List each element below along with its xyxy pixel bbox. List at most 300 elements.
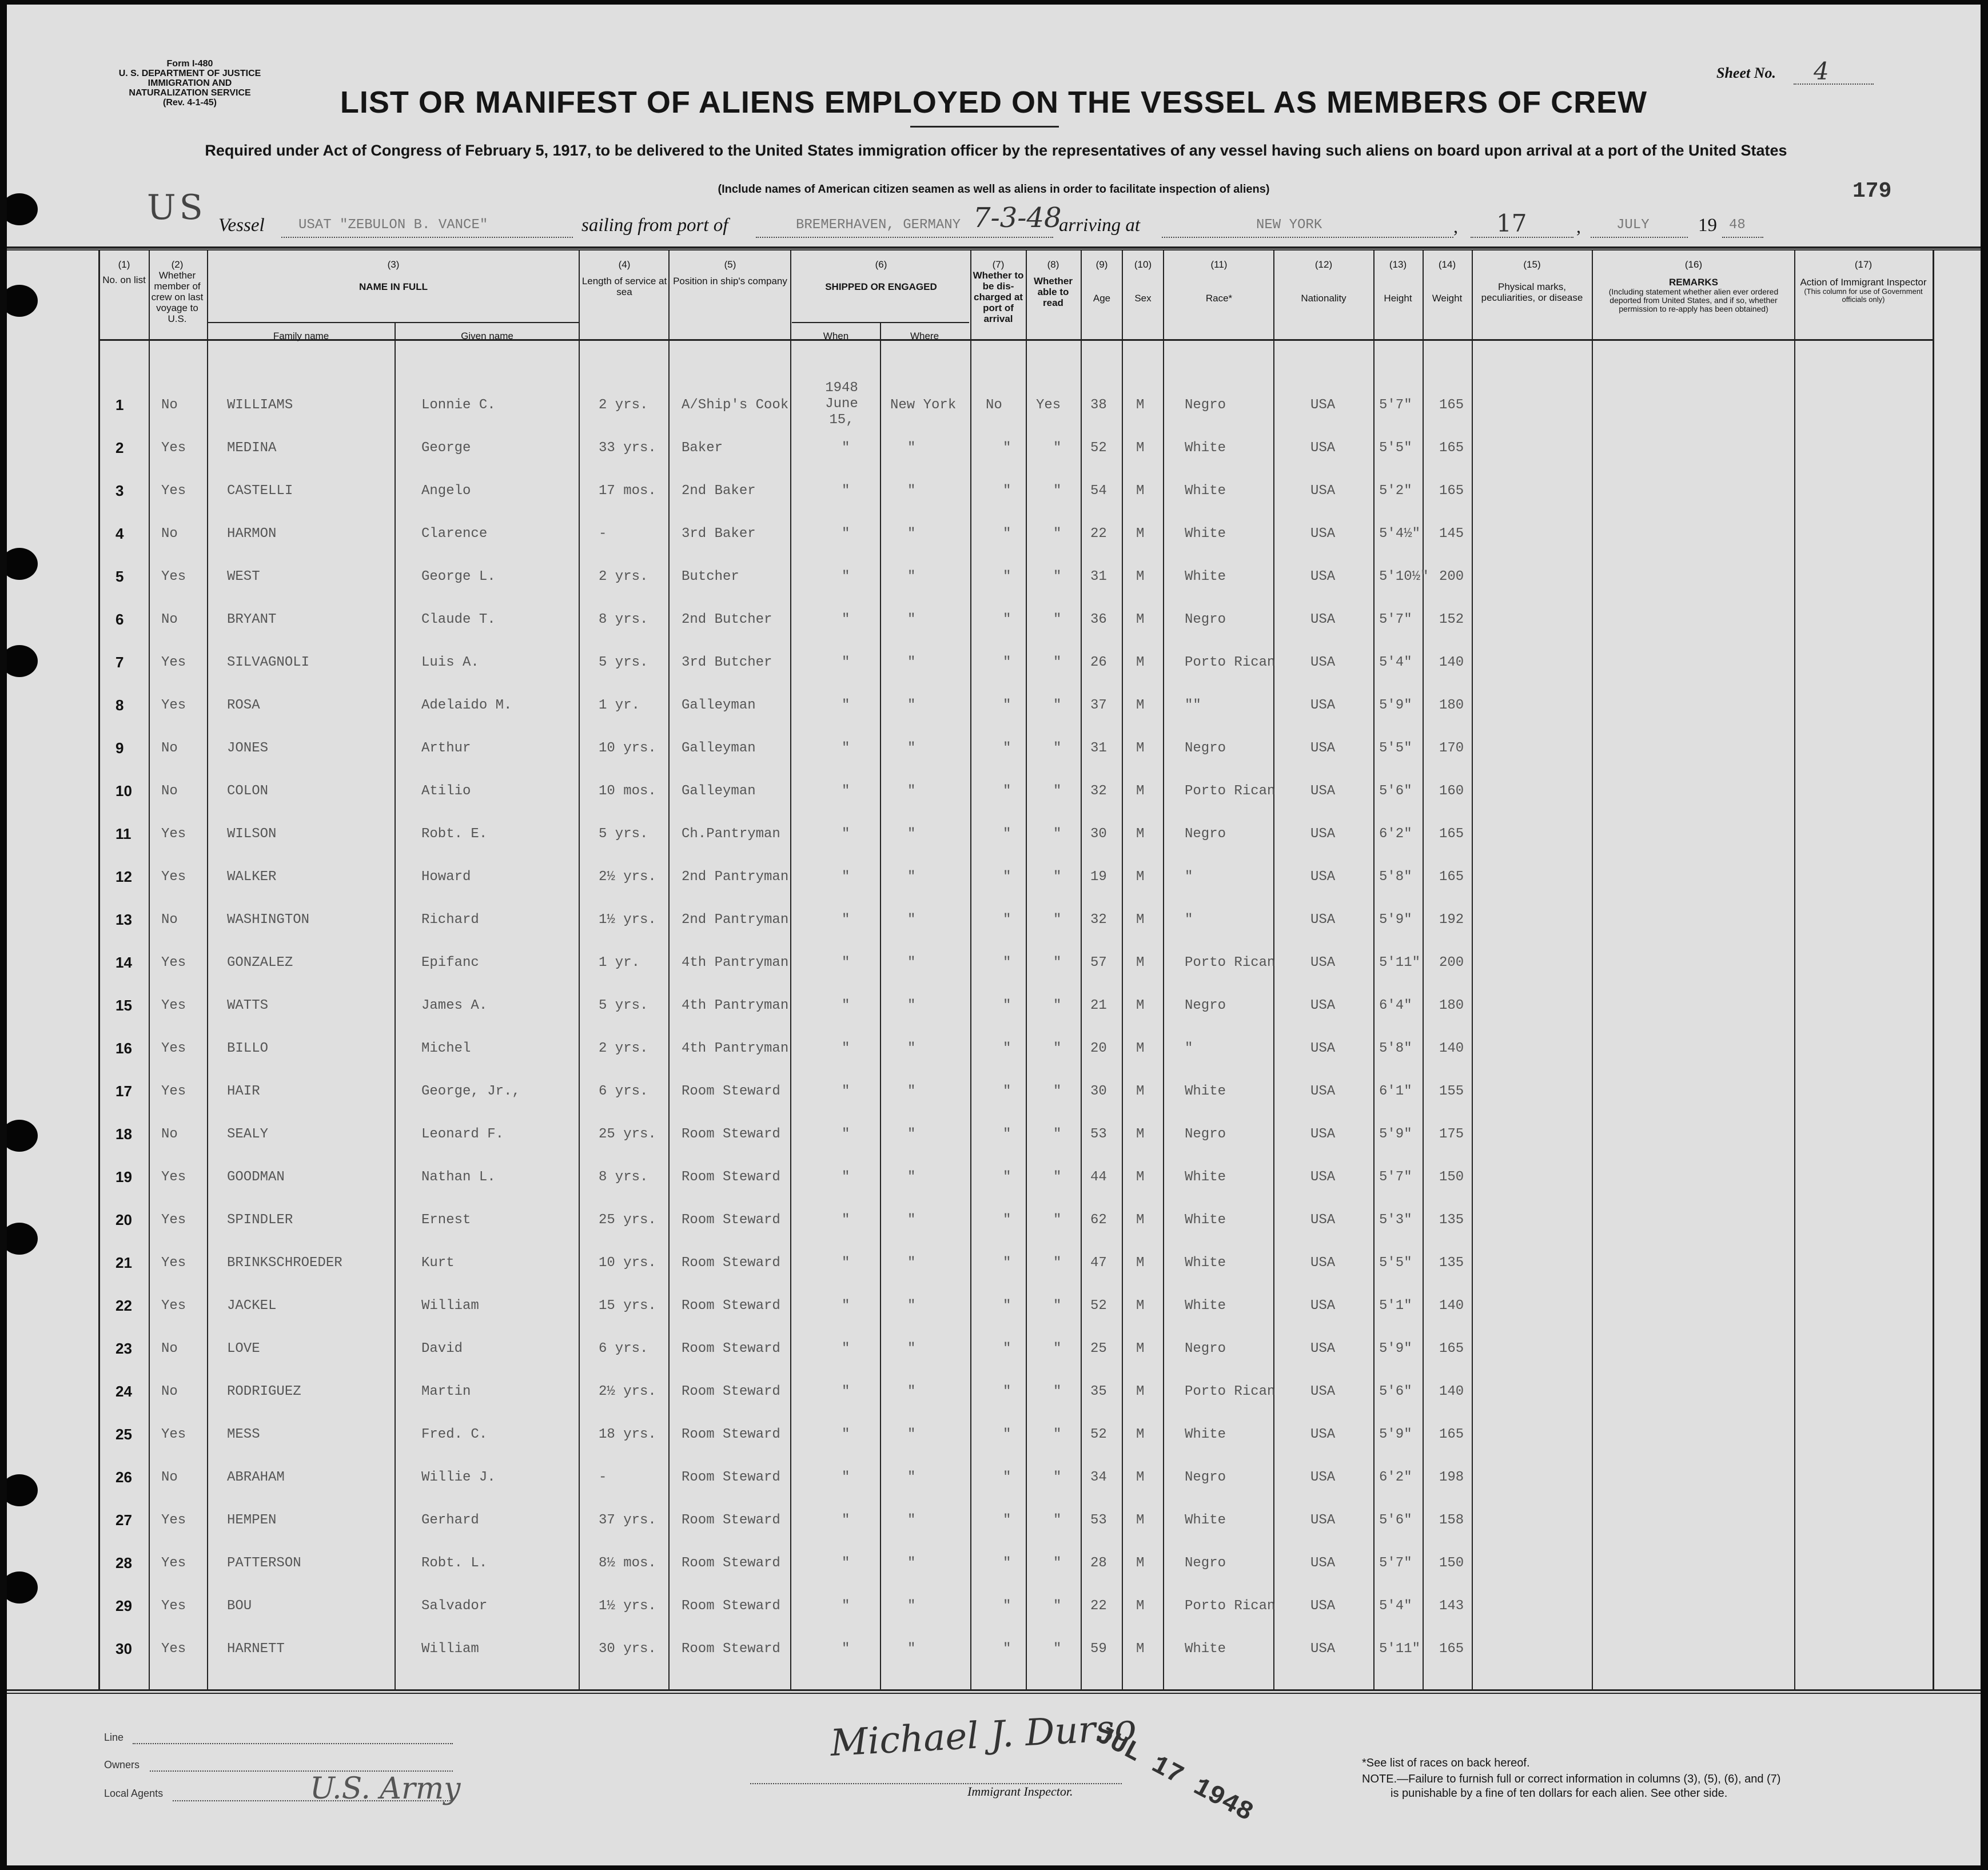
ship-position: Room Steward (682, 1255, 780, 1271)
discharge: " (1003, 869, 1011, 885)
row-number: 6 (115, 611, 124, 628)
able-to-read: " (1053, 869, 1062, 885)
able-to-read: " (1053, 783, 1062, 799)
col2-header: (2) Whether member of crew on last voyage to U.S. (151, 259, 204, 324)
sex: M (1136, 869, 1145, 885)
discharge: " (1003, 698, 1011, 713)
family-name: WASHINGTON (227, 912, 310, 928)
given-name: William (421, 1641, 479, 1657)
service-length: 5 yrs. (599, 826, 648, 842)
row-number: 9 (115, 739, 124, 757)
able-to-read: " (1053, 483, 1062, 499)
manifest-subtitle: Required under Act of Congress of February 5, 1917, to be delivered to the United States immigration officer by the representatives of any vessel having such aliens on board upon arrival at a port of the United States (205, 142, 1787, 159)
engaged-when: " (842, 1384, 850, 1399)
race: Negro (1185, 1341, 1226, 1356)
family-name: GONZALEZ (227, 955, 293, 970)
engaged-when: " (842, 1427, 850, 1442)
family-name: MESS (227, 1427, 260, 1442)
discharge: " (1003, 1555, 1011, 1571)
race: White (1185, 569, 1226, 584)
col16-header: (16) REMARKS (Including statement whether alien ever ordered deported from United States, and if so, whether permission to re-apply has been obtained) (1608, 259, 1779, 313)
fine-note-line2: is punishable by a fine of ten dollars for each alien. See other side. (1391, 1787, 1728, 1800)
discharge: " (1003, 1041, 1011, 1056)
service-length: 25 yrs. (599, 1212, 656, 1228)
family-name: HARNETT (227, 1641, 285, 1657)
weight: 165 (1439, 1641, 1464, 1657)
given-name: Ernest (421, 1212, 471, 1228)
race: White (1185, 1169, 1226, 1185)
sex: M (1136, 998, 1145, 1013)
engaged-where: " (907, 1212, 916, 1228)
prev-voyage: Yes (161, 569, 186, 584)
race: Porto Rican (1185, 1384, 1276, 1399)
service-length: - (599, 1470, 607, 1485)
race: Negro (1185, 826, 1226, 842)
nationality: USA (1310, 1169, 1336, 1185)
able-to-read: " (1053, 1427, 1062, 1442)
weight: 165 (1439, 826, 1464, 842)
ship-position: A/Ship's Cook (682, 397, 789, 413)
race: White (1185, 1298, 1226, 1314)
row-number: 16 (115, 1040, 132, 1057)
service-length: 10 yrs. (599, 741, 656, 756)
column-rule (1373, 250, 1375, 1689)
col6b-header: Where (910, 331, 939, 341)
prev-voyage: No (161, 783, 178, 799)
age: 44 (1090, 1169, 1107, 1185)
engaged-when: " (842, 826, 850, 842)
sheet-number-value: 4 (1814, 57, 1829, 85)
ship-position: Room Steward (682, 1384, 780, 1399)
weight: 140 (1439, 1384, 1464, 1399)
sex: M (1136, 1341, 1145, 1356)
height: 5'7" (1379, 397, 1412, 413)
prev-voyage: Yes (161, 869, 186, 885)
given-name: George (421, 440, 471, 456)
prev-voyage: No (161, 1384, 178, 1399)
height: 5'5" (1379, 1255, 1412, 1271)
nationality: USA (1310, 1427, 1336, 1442)
title-rule (910, 126, 1059, 128)
sex: M (1136, 741, 1145, 756)
column-rule (1163, 250, 1164, 1689)
ship-position: 2nd Pantryman (682, 869, 789, 885)
age: 31 (1090, 569, 1107, 584)
sailing-line (756, 237, 1053, 238)
family-name: HARMON (227, 526, 277, 542)
family-name: SILVAGNOLI (227, 655, 310, 670)
able-to-read: " (1053, 1470, 1062, 1485)
sex: M (1136, 1255, 1145, 1271)
height: 5'9" (1379, 912, 1412, 928)
service-length: 6 yrs. (599, 1341, 648, 1356)
family-name: BOU (227, 1598, 252, 1614)
race: Negro (1185, 741, 1226, 756)
row-number: 26 (115, 1469, 132, 1486)
service-length: 1 yr. (599, 955, 640, 970)
family-name: RODRIGUEZ (227, 1384, 301, 1399)
local-agents-label: Local Agents (104, 1788, 164, 1799)
service-length: 6 yrs. (599, 1084, 648, 1099)
sailing-value: BREMERHAVEN, GERMANY (796, 217, 961, 233)
given-name: Angelo (421, 483, 471, 499)
race: White (1185, 1255, 1226, 1271)
weight: 150 (1439, 1555, 1464, 1571)
family-name: BILLO (227, 1041, 269, 1056)
height: 5'10½" (1379, 569, 1429, 584)
sex: M (1136, 526, 1145, 542)
column-rule (1933, 250, 1934, 1689)
page-number: 179 (1852, 179, 1892, 204)
arrival-year-suffix: 48 (1729, 217, 1746, 233)
nationality: USA (1310, 955, 1336, 970)
race: Negro (1185, 397, 1226, 413)
race: " (1185, 1041, 1193, 1056)
nationality: USA (1310, 1298, 1336, 1314)
given-name: Martin (421, 1384, 471, 1399)
given-name: Arthur (421, 741, 471, 756)
engaged-when: " (842, 483, 850, 499)
engaged-when: " (842, 1513, 850, 1528)
engaged-where: " (907, 1427, 916, 1442)
able-to-read: " (1053, 1084, 1062, 1099)
prev-voyage: Yes (161, 1084, 186, 1099)
nationality: USA (1310, 1598, 1336, 1614)
nationality: USA (1310, 912, 1336, 928)
weight: 200 (1439, 569, 1464, 584)
row-number: 30 (115, 1640, 132, 1657)
row-number: 7 (115, 654, 124, 671)
owners-label: Owners (104, 1759, 140, 1770)
nationality: USA (1310, 397, 1336, 413)
weight: 198 (1439, 1470, 1464, 1485)
race: Porto Rican (1185, 783, 1276, 799)
nationality: USA (1310, 1384, 1336, 1399)
weight: 140 (1439, 1298, 1464, 1314)
engaged-when: " (842, 1169, 850, 1185)
given-name: Luis A. (421, 655, 479, 670)
engaged-where: " (907, 1041, 916, 1056)
family-name: LOVE (227, 1341, 260, 1356)
column-rule (790, 250, 791, 1689)
engaged-where: " (907, 1255, 916, 1271)
engaged-where: " (907, 1513, 916, 1528)
prev-voyage: Yes (161, 698, 186, 713)
race: White (1185, 1641, 1226, 1657)
col13-header: (13) Height (1384, 259, 1412, 304)
ship-position: Room Steward (682, 1169, 780, 1185)
race: Negro (1185, 1470, 1226, 1485)
service-length: 8½ mos. (599, 1555, 656, 1571)
form-revision: (Rev. 4-1-45) (163, 98, 217, 108)
ship-position: 4th Pantryman (682, 998, 789, 1013)
age: 52 (1090, 1427, 1107, 1442)
family-name: BRINKSCHROEDER (227, 1255, 342, 1271)
weight: 165 (1439, 397, 1464, 413)
height: 5'9" (1379, 1341, 1412, 1356)
service-length: 18 yrs. (599, 1427, 656, 1442)
engaged-where: " (907, 698, 916, 713)
row-number: 4 (115, 525, 124, 542)
sex: M (1136, 1555, 1145, 1571)
nationality: USA (1310, 612, 1336, 627)
sex: M (1136, 1127, 1145, 1142)
weight: 165 (1439, 1341, 1464, 1356)
height: 5'11" (1379, 955, 1421, 970)
discharge: " (1003, 998, 1011, 1013)
engaged-where: " (907, 1084, 916, 1099)
prev-voyage: Yes (161, 1513, 186, 1528)
family-name: MEDINA (227, 440, 277, 456)
engaged-when: " (842, 912, 850, 928)
ship-position: Room Steward (682, 1470, 780, 1485)
age: 25 (1090, 1341, 1107, 1356)
age: 28 (1090, 1555, 1107, 1571)
row-number: 13 (115, 911, 132, 928)
weight: 140 (1439, 1041, 1464, 1056)
discharge: " (1003, 1169, 1011, 1185)
height: 5'6" (1379, 783, 1412, 799)
col1-header: (1) No. on list (102, 259, 146, 285)
column-rule (1592, 250, 1593, 1689)
race: White (1185, 440, 1226, 456)
age: 59 (1090, 1641, 1107, 1657)
punch-hole (7, 193, 38, 225)
nationality: USA (1310, 698, 1336, 713)
vessel-line (281, 237, 573, 238)
table-top-rule (7, 246, 1981, 249)
ship-position: 2nd Baker (682, 483, 756, 499)
column-rule (1081, 250, 1082, 1689)
family-name: HAIR (227, 1084, 260, 1099)
punch-hole (7, 645, 38, 677)
able-to-read: " (1053, 1384, 1062, 1399)
age: 35 (1090, 1384, 1107, 1399)
sailing-date-handwritten: 7-3-48 (973, 202, 1062, 234)
arrival-day: 17 (1496, 209, 1527, 237)
given-name: William (421, 1298, 479, 1314)
form-number: Form I-480 (166, 59, 213, 69)
col15-header: (15) Physical marks, peculiarities, or disease (1481, 259, 1583, 303)
discharge: " (1003, 783, 1011, 799)
service-length: 2 yrs. (599, 569, 648, 584)
sailing-label: sailing from port of (581, 215, 728, 236)
engaged-where: New York (890, 397, 957, 413)
vessel-value: USAT "ZEBULON B. VANCE" (298, 217, 488, 233)
col10-header: (10) Sex (1134, 259, 1152, 304)
height: 5'7" (1379, 612, 1412, 627)
nationality: USA (1310, 1641, 1336, 1657)
given-name: Fred. C. (421, 1427, 488, 1442)
able-to-read: " (1053, 1298, 1062, 1314)
row-number: 15 (115, 997, 132, 1014)
row-number: 21 (115, 1254, 132, 1271)
arriving-line (1162, 237, 1453, 238)
sex: M (1136, 783, 1145, 799)
age: 21 (1090, 998, 1107, 1013)
column-rule (1794, 250, 1795, 1689)
column-rule (1122, 250, 1123, 1689)
engaged-where: " (907, 1555, 916, 1571)
able-to-read: " (1053, 741, 1062, 756)
engaged-where: " (907, 1384, 916, 1399)
engaged-where: " (907, 955, 916, 970)
able-to-read: " (1053, 698, 1062, 713)
ship-position: Butcher (682, 569, 739, 584)
family-name: SEALY (227, 1127, 269, 1142)
row-number: 28 (115, 1554, 132, 1571)
discharge: " (1003, 526, 1011, 542)
race: " (1185, 912, 1193, 928)
height: 5'2" (1379, 483, 1412, 499)
height: 6'4" (1379, 998, 1412, 1013)
age: 52 (1090, 440, 1107, 456)
race: Negro (1185, 998, 1226, 1013)
age: 19 (1090, 869, 1107, 885)
height: 5'6" (1379, 1513, 1412, 1528)
nationality: USA (1310, 1341, 1336, 1356)
ship-position: Room Steward (682, 1555, 780, 1571)
age: 37 (1090, 698, 1107, 713)
engaged-when: " (842, 612, 850, 627)
prev-voyage: Yes (161, 1555, 186, 1571)
service-length: - (599, 526, 607, 542)
sex: M (1136, 1384, 1145, 1399)
row-number: 25 (115, 1426, 132, 1443)
race: White (1185, 1427, 1226, 1442)
col7-header: (7) Whether to be dis- charged at port of arrival (973, 259, 1024, 324)
prev-voyage: Yes (161, 1427, 186, 1442)
prev-voyage: Yes (161, 998, 186, 1013)
family-name: CASTELLI (227, 483, 293, 499)
engaged-when: " (842, 655, 850, 670)
able-to-read: " (1053, 655, 1062, 670)
punch-hole (7, 1223, 38, 1255)
engaged-where: " (907, 869, 916, 885)
engaged-when: " (842, 1084, 850, 1099)
form-department: U. S. DEPARTMENT OF JUSTICE (118, 69, 261, 78)
engaged-when: " (842, 1298, 850, 1314)
ship-position: Room Steward (682, 1341, 780, 1356)
discharge: " (1003, 955, 1011, 970)
sex: M (1136, 826, 1145, 842)
weight: 165 (1439, 869, 1464, 885)
prev-voyage: Yes (161, 1212, 186, 1228)
given-name: Willie J. (421, 1470, 496, 1485)
able-to-read: " (1053, 1255, 1062, 1271)
service-length: 8 yrs. (599, 612, 648, 627)
family-name: ABRAHAM (227, 1470, 285, 1485)
race: " (1185, 869, 1193, 885)
height: 6'1" (1379, 1084, 1412, 1099)
nationality: USA (1310, 869, 1336, 885)
engaged-where: " (907, 783, 916, 799)
discharge: " (1003, 1127, 1011, 1142)
ship-position: Room Steward (682, 1212, 780, 1228)
discharge: " (1003, 826, 1011, 842)
age: 53 (1090, 1513, 1107, 1528)
age: 32 (1090, 912, 1107, 928)
races-note: *See list of races on back hereof. (1362, 1757, 1530, 1769)
arrival-year-prefix: 19 (1698, 215, 1717, 236)
prev-voyage: Yes (161, 440, 186, 456)
prev-voyage: Yes (161, 483, 186, 499)
line-label: Line (104, 1732, 124, 1743)
able-to-read: " (1053, 1513, 1062, 1528)
sex: M (1136, 612, 1145, 627)
prev-voyage: No (161, 1127, 178, 1142)
nationality: USA (1310, 440, 1336, 456)
height: 5'5" (1379, 741, 1412, 756)
able-to-read: " (1053, 1341, 1062, 1356)
prev-voyage: No (161, 397, 178, 413)
given-name: Richard (421, 912, 479, 928)
discharge: " (1003, 1084, 1011, 1099)
height: 5'9" (1379, 698, 1412, 713)
ship-position: Room Steward (682, 1513, 780, 1528)
column-rule (668, 250, 670, 1689)
discharge: " (1003, 1255, 1011, 1271)
form-service: IMMIGRATION AND NATURALIZATION SERVICE (129, 78, 251, 98)
able-to-read: " (1053, 955, 1062, 970)
nationality: USA (1310, 1255, 1336, 1271)
column-rule (149, 250, 150, 1689)
col9-header: (9) Age (1093, 259, 1111, 304)
age: 54 (1090, 483, 1107, 499)
engaged-where: " (907, 998, 916, 1013)
arriving-label: arriving at (1059, 215, 1141, 236)
engaged-where: " (907, 1341, 916, 1356)
able-to-read: " (1053, 612, 1062, 627)
sex: M (1136, 912, 1145, 928)
row-number: 1 (115, 396, 124, 413)
height: 5'9" (1379, 1427, 1412, 1442)
date-stamp: JUL 17 1948 (1090, 1720, 1258, 1828)
family-name: WILLIAMS (227, 397, 293, 413)
ship-position: 2nd Pantryman (682, 912, 789, 928)
ship-position: Room Steward (682, 1127, 780, 1142)
punch-hole (7, 1571, 38, 1604)
sex: M (1136, 1641, 1145, 1657)
ship-position: Galleyman (682, 698, 756, 713)
able-to-read: " (1053, 526, 1062, 542)
nationality: USA (1310, 741, 1336, 756)
height: 5'5" (1379, 440, 1412, 456)
column-rule (970, 250, 971, 1689)
engaged-where: " (907, 826, 916, 842)
ship-position: Ch.Pantryman (682, 826, 780, 842)
engaged-where: " (907, 612, 916, 627)
given-name: Michel (421, 1041, 471, 1056)
weight: 180 (1439, 698, 1464, 713)
sex: M (1136, 1041, 1145, 1056)
discharge: " (1003, 483, 1011, 499)
family-name: JONES (227, 741, 269, 756)
nationality: USA (1310, 1470, 1336, 1485)
discharge: " (1003, 1212, 1011, 1228)
family-name: COLON (227, 783, 269, 799)
inspector-signature: Michael J. Durso (829, 1706, 1138, 1765)
manifest-sheet: Form I-480 U. S. DEPARTMENT OF JUSTICE IMMIGRATION AND NATURALIZATION SERVICE (Rev. 4-1-45) Sheet No. 4 LIST OR MANIFEST OF ALIENS EMPLOYED ON THE VESSEL AS MEMBERS OF CREW Required under Act of Congress of February 5, 1917, to be delivered to the United States immigration officer by the representatives of any vessel having such aliens on board upon arrival at a port of the United States (Include names of American citizen seamen as well as aliens in order to facilitate inspection of aliens) 179 US Vessel USAT "ZEBULON B. VANCE" sailing from port of BREMERHAVEN, GERMANY 7-3-48 arriving at NEW YORK , 17 , JULY 19 48 (1) No. on list (2) Whether member of crew on last voyage to U.S. (3) NAME IN FULL Family name Given name (4) Length of service at sea (5) Position in ship's company (6) SHIPPED OR ENGAGED When Where (7) Whether to be dis- charged at port of arrival (8) Whether able to read (9) Age (10) Sex (11) Race* (12) Nationality (13) Height (14) Weight (15) Physical marks, peculiarities, or disease (16) REMARKS (Including statement whether alien ever ordered deported from United States, and if so, whether permission to re-apply has been obtained) (17) Action of Immigrant Inspector (This column for use of Government officials only) 1 No WILLIAMS Lonnie C. 2 yrs. A/Ship's Cook 1948 June 15, New York No Yes 38 M Negro USA 5'7" 165 2 Yes MEDINA George 33 yrs. Baker " " " " 52 M White USA 5'5" 165 3 Yes CASTELLI Angelo 17 mos. 2nd Baker " " " " 54 M White USA 5'2" 165 4 No HARMON Clarence - 3rd Baker " " " " 22 M White USA 5'4½" 145 5 Yes WEST George L. 2 yrs. Butcher " " " " 31 M White USA 5'10½" 200 6 No BRYANT Claude T. 8 yrs. 2nd Butcher " " " " 36 M Negro USA 5'7" 152 7 Yes SILVAGNOLI Luis A. 5 yrs. 3rd Butcher " " " " 26 M Porto Rican USA 5'4" 140 8 Yes ROSA Adelaido M. 1 yr. Galleyman " " " " 37 M "" USA 5'9" 180 9 No JONES Arthur 10 yrs. Galleyman " " " " 31 M Negro USA 5'5" 170 10 No COLON Atilio 10 mos. Galleyman " " " " 32 M Porto Rican USA 5'6" 160 11 Yes WILSON Robt. E. 5 yrs. Ch.Pantryman " " " " 30 M Negro USA 6'2" 165 12 Yes WALKER Howard 2½ yrs. 2nd Pantryman " " " " 19 M " USA 5'8" 165 13 No WASHINGTON Richard 1½ yrs. 2nd Pantryman " " " " 32 M " USA 5'9" 192 14 Yes GONZALEZ Epifanc 1 yr. 4th Pantryman " " " " 57 M Porto Rican USA 5'11" 200 15 Yes WATTS James A. 5 yrs. 4th Pantryman " " " " 21 M Negro USA 6'4" 180 16 Yes BILLO Michel 2 yrs. 4th Pantryman " " " " 20 M " USA 5'8" 140 17 Yes HAIR George, Jr., 6 yrs. Room Steward " " " " 30 M White USA 6'1" 155 18 No SEALY Leonard F. 25 yrs. Room Steward " " " " 53 M Negro USA 5'9" 175 19 Yes GOODMAN Nathan L. 8 yrs. Room Steward " " " " 44 M White USA 5'7" 150 20 Yes SPINDLER Ernest 25 yrs. Room Steward " " " " 62 M White USA 5'3" 135 21 Yes BRINKSCHROEDER Kurt 10 yrs. Room Steward " " " " 47 M White USA 5'5" 135 22 Yes JACKEL William 15 yrs. Room Steward " " " " 52 M White USA 5'1" 140 23 No LOVE David 6 yrs. Room Steward " " " " 25 M Negro USA 5'9" 165 24 No RODRIGUEZ Martin 2½ yrs. Room Steward " " " " 35 M Porto Rican USA 5'6" 140 25 Yes MESS Fred. C. 18 yrs. Room Steward " " " " 52 M White USA 5'9" 165 26 No ABRAHAM Willie J. - Room Steward " " " " 34 M Negro USA 6'2" 198 27 Yes HEMPEN Gerhard 37 yrs. Room Steward " " " " 53 M White USA 5'6" 158 28 Yes PATTERSON Robt. L. 8½ mos. Room Steward " " " " 28 M Negro USA 5'7" 150 29 Yes BOU Salvador 1½ yrs. Room Steward " " " " 22 M Porto Rican USA 5'4" 143 30 Yes HARNETT William 30 yrs. Room Steward " " " " 59 M White USA 5'11" 165 Line Owners Local Agents U.S. Army Michael J. Durso Immigrant Inspector. JUL 17 1948 *See list of races on back hereof. NOTE.—Failure to furnish full or correct information in columns (3), (5), (6), and (7) is punishable by a fine of ten dollars for each alien. See other side. (7, 5, 1981, 1865)
col6-header: (6) SHIPPED OR ENGAGED (825, 259, 937, 292)
age: 52 (1090, 1298, 1107, 1314)
col5-header: (5) Position in ship's company (673, 259, 787, 287)
able-to-read: " (1053, 440, 1062, 456)
height: 6'2" (1379, 1470, 1412, 1485)
race: Negro (1185, 612, 1226, 627)
height: 5'6" (1379, 1384, 1412, 1399)
service-length: 33 yrs. (599, 440, 656, 456)
